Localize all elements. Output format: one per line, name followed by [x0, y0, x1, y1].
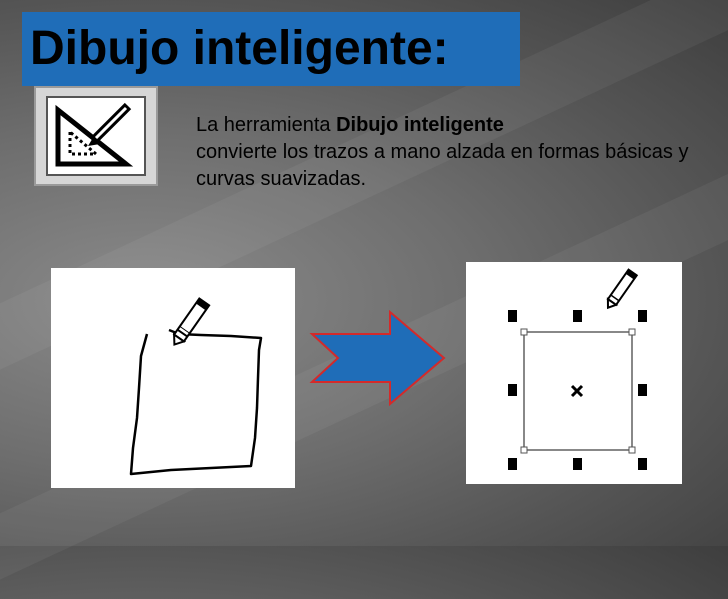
description-rest: convierte los trazos a mano alzada en formas básicas y curvas suavizadas. [196, 141, 689, 190]
pencil-icon [169, 299, 209, 348]
recognized-shape-panel [466, 262, 682, 484]
pencil-icon [604, 270, 637, 311]
right-arrow-icon [308, 310, 448, 406]
freehand-panel [51, 268, 295, 488]
description-bold: Dibujo inteligente [336, 114, 504, 136]
description-text [196, 112, 706, 193]
center-x-icon [572, 386, 582, 396]
slide-title: Dibujo inteligente: [30, 22, 449, 75]
description-prefix: La herramienta [196, 114, 337, 136]
smart-drawing-tool-icon [34, 86, 158, 186]
